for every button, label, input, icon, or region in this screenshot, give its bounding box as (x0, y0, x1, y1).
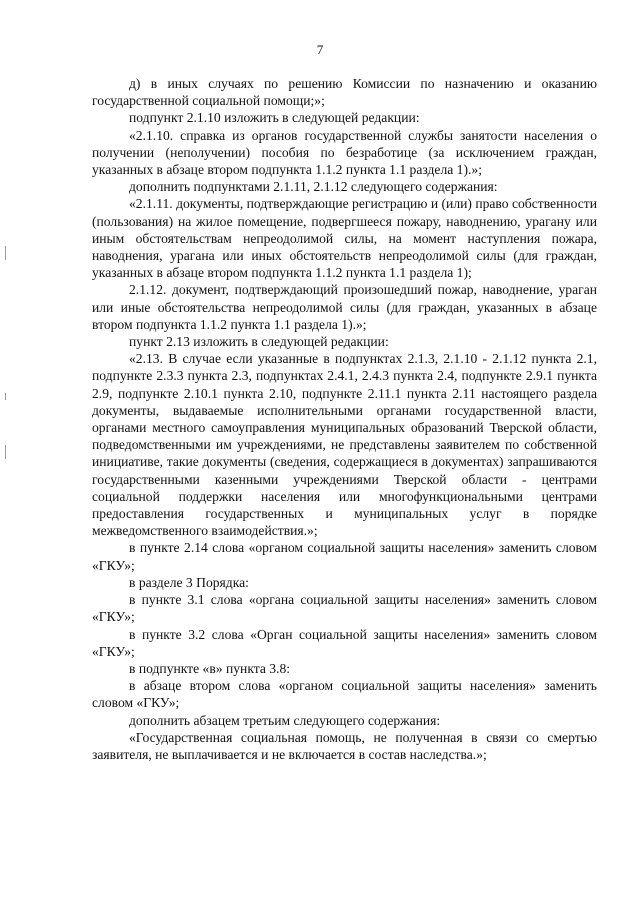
paragraph: «2.1.11. документы, подтверждающие регистрацию и (или) право собственности (пользования) на жилое помещение, подвергшееся пожару, наводнению, урагану или иным обстоятельствам непреодолимой силы, на момент наступления пожара, наводнения, урагана или иных обстоятельств непреодолимой силы (для граждан, указанных в абзаце втором подпункта 1.1.2 пункта 1.1 раздела 1); (92, 196, 597, 281)
paragraph: в абзаце втором слова «органом социальной защиты населения» заменить словом «ГКУ»; (92, 678, 597, 711)
paragraph: дополнить подпунктами 2.1.11, 2.1.12 следующего содержания: (129, 179, 498, 195)
paragraph: «2.13. В случае если указанные в подпунктах 2.1.3, 2.1.10 - 2.1.12 пункта 2.1, подпункте 2.3.3 пункта 2.3, подпунктах 2.4.1, 2.4.3 пункта 2.4, подпункте 2.9.1 пункта 2.9, подпункте 2.10.1 пункта 2.10, подпункте 2.11.1 пункта 2.11 настоящего раздела документы, выдаваемые исполнительными органами государственной власти, органами местного самоуправления муниципальных образований Тверской области, подведомственными им учреждениями, не представлены заявителем по собственной инициативе, такие документы (сведения, содержащиеся в документах) запрашиваются государственными казенными учреждениями Тверской области - центрами социальной поддержки населения или многофункциональными центрами предоставления государственных и муниципальных услуг в порядке межведомственного взаимодействия.»; (92, 351, 597, 539)
document-body (92, 75, 597, 763)
scan-edge-mark (5, 246, 6, 260)
paragraph: подпункт 2.1.10 изложить в следующей редакции: (129, 110, 420, 126)
paragraph: в подпункте «в» пункта 3.8: (129, 660, 291, 676)
page-number: 7 (316, 42, 324, 57)
paragraph: в разделе 3 Порядка: (129, 574, 249, 590)
paragraph: пункт 2.13 изложить в следующей редакции: (129, 334, 389, 350)
paragraph: д) в иных случаях по решению Комиссии по назначению и оказанию государственной социальной помощи;»; (92, 76, 597, 109)
paragraph: 2.1.12. документ, подтверждающий произошедший пожар, наводнение, ураган или иные обстоятельства непреодолимой силы (для граждан, указанных в абзаце втором подпункта 1.1.2 пункта 1.1 раздела 1).»; (92, 282, 597, 332)
scan-edge-mark (5, 445, 6, 459)
paragraph: в пункте 3.1 слова «органа социальной защиты населения» заменить словом «ГКУ»; (92, 592, 597, 625)
paragraph: в пункте 2.14 слова «органом социальной защиты населения» заменить словом «ГКУ»; (92, 540, 597, 573)
scan-edge-mark (5, 393, 6, 400)
paragraph: дополнить абзацем третьим следующего содержания: (129, 712, 441, 728)
paragraph: «Государственная социальная помощь, не полученная в связи со смертью заявителя, не выплачивается и не включается в состав наследства.»; (92, 729, 597, 762)
paragraph: в пункте 3.2 слова «Орган социальной защиты населения» заменить словом «ГКУ»; (92, 626, 597, 659)
paragraph: «2.1.10. справка из органов государственной службы занятости населения о получении (неполучении) пособия по безработице (за исключением граждан, указанных в абзаце втором подпункта 1.1.2 пункта 1.1 раздела 1).»; (92, 127, 597, 178)
